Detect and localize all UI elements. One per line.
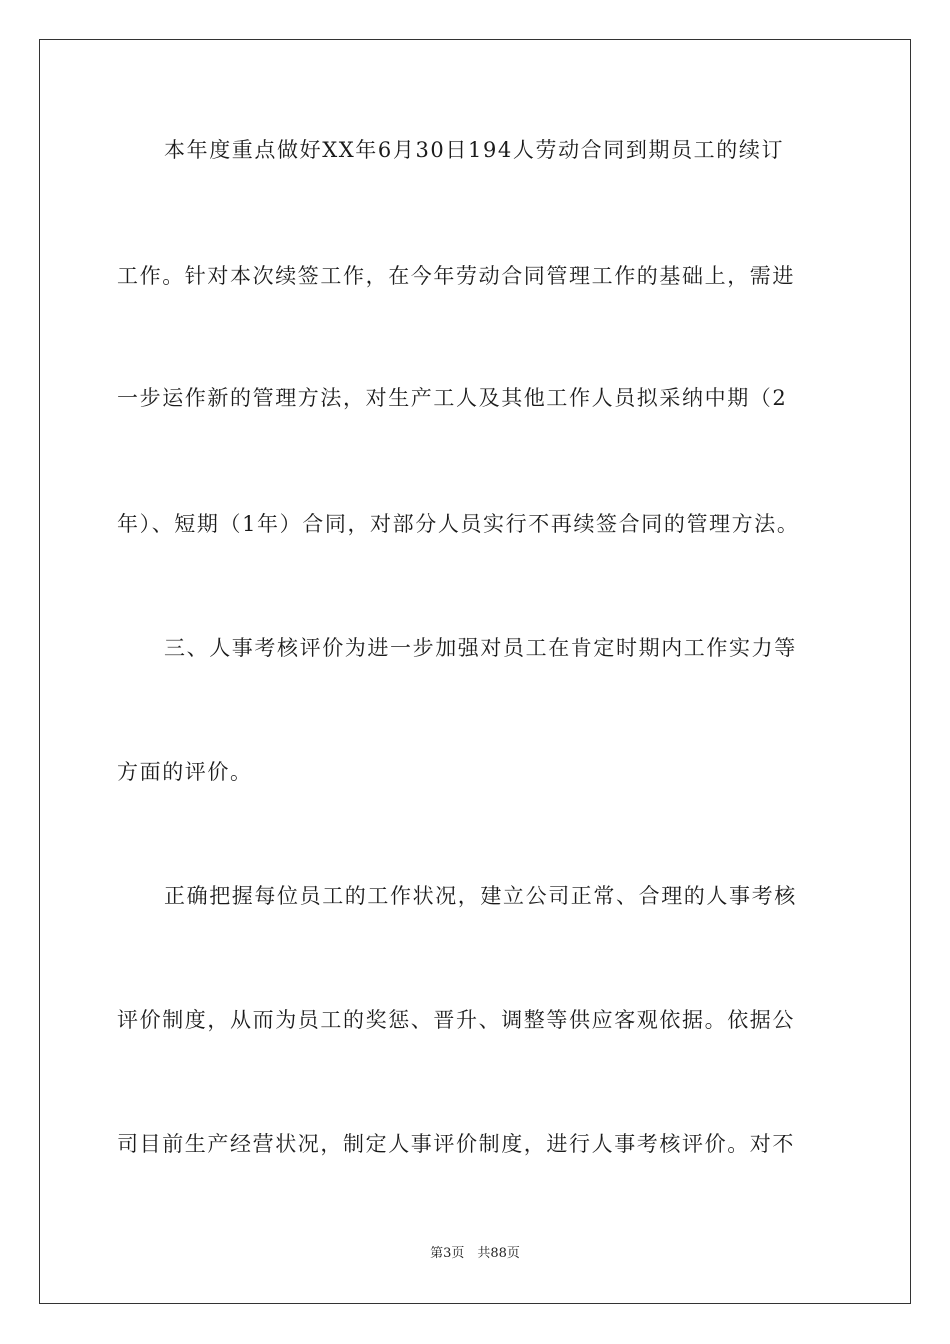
paragraph-line: 正确把握每位员工的工作状况，建立公司正常、合理的人事考核 bbox=[164, 884, 797, 908]
paragraph-line: 评价制度，从而为员工的奖惩、晋升、调整等供应客观依据。依据公 bbox=[117, 1008, 795, 1032]
paragraph-line: 方面的评价。 bbox=[117, 760, 253, 784]
paragraph-line: 年）、短期（1年）合同，对部分人员实行不再续签合同的管理方法。 bbox=[117, 512, 800, 536]
page-border bbox=[39, 39, 911, 1304]
paragraph-line: 工作。针对本次续签工作，在今年劳动合同管理工作的基础上，需进 bbox=[117, 264, 795, 288]
paragraph-line: 一步运作新的管理方法，对生产工人及其他工作人员拟采纳中期（2 bbox=[117, 386, 788, 410]
paragraph-line: 司目前生产经营状况，制定人事评价制度，进行人事考核评价。对不 bbox=[117, 1132, 795, 1156]
paragraph-line: 本年度重点做好XX年6月30日194人劳动合同到期员工的续订 bbox=[164, 138, 785, 162]
page-number-footer: 第3页 共88页 bbox=[430, 1246, 520, 1261]
paragraph-line: 三、人事考核评价为进一步加强对员工在肯定时期内工作实力等 bbox=[164, 636, 797, 660]
